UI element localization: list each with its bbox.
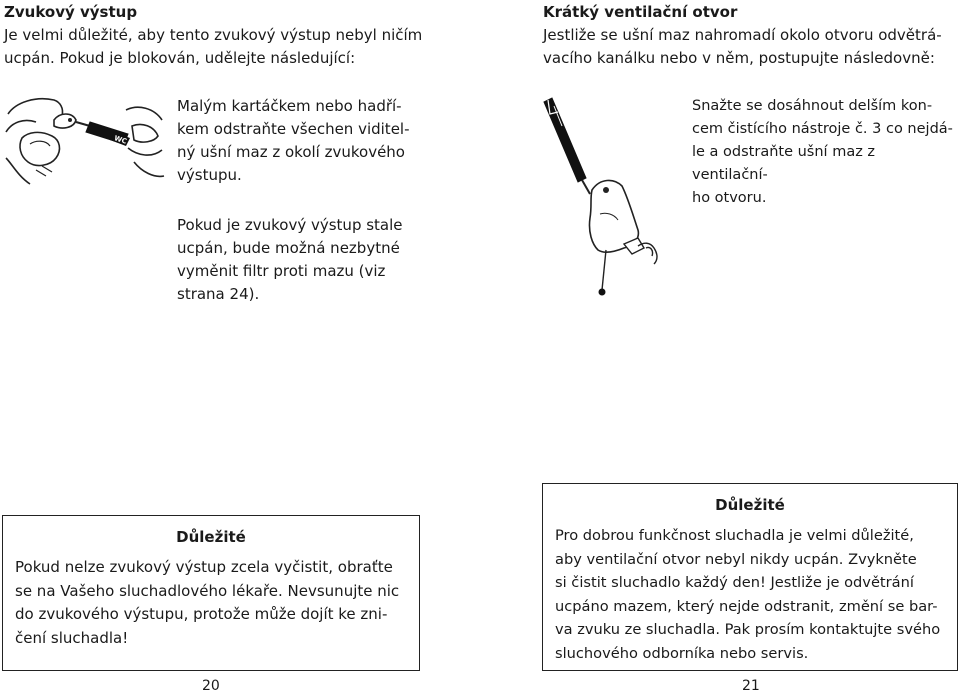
left-notice-line: čení sluchadla! xyxy=(15,628,129,647)
left-notice-line: do zvukového výstupu, protože může dojít ke zni- xyxy=(15,605,388,623)
vent-cleaning-illustration xyxy=(540,94,670,300)
left-important-notice xyxy=(2,515,420,671)
right-notice-line: Pro dobrou funkčnost sluchadla je velmi důležité, xyxy=(555,527,914,544)
right-notice-title: Důležité xyxy=(715,496,785,514)
left-notice-body xyxy=(15,556,407,650)
left-notice-title: Důležité xyxy=(176,528,246,546)
brush-cleaning-illustration xyxy=(2,92,166,192)
right-important-notice xyxy=(542,483,958,671)
brush-label: WC xyxy=(113,134,128,146)
right-notice-line: sluchového odborníka nebo servis. xyxy=(555,644,809,662)
right-step1-line: le a odstraňte ušní maz z ventilační- xyxy=(692,144,876,183)
left-step2-line: vyměnit filtr proti mazu (viz xyxy=(177,262,386,280)
left-intro-line: ucpán. Pokud je blokován, udělejte následující: xyxy=(4,49,356,67)
left-step1-line: Malým kartáčkem nebo hadří- xyxy=(177,97,402,115)
left-intro-line: Je velmi důležité, aby tento zvukový výstup nebyl ničím xyxy=(4,26,423,44)
right-notice-body xyxy=(555,524,945,665)
right-step1-line: Snažte se dosáhnout delším kon- xyxy=(692,98,933,114)
right-step1 xyxy=(692,95,954,210)
page-number-right: 21 xyxy=(742,678,760,694)
right-heading: Krátký ventilační otvor xyxy=(543,3,738,21)
left-step2-line: ucpán, bude možná nezbytné xyxy=(177,239,400,257)
right-intro-line: vacího kanálku nebo v něm, postupujte následovně: xyxy=(543,49,935,67)
right-intro-line: Jestliže se ušní maz nahromadí okolo otvoru odvětrá- xyxy=(543,26,942,44)
left-step1-line: ný ušní maz z okolí zvukového xyxy=(177,143,405,161)
right-step1-line: ho otvoru. xyxy=(692,190,767,206)
left-notice-line: Pokud nelze zvukový výstup zcela vyčistit, obraťte xyxy=(15,558,393,576)
right-notice-line: si čistit sluchadlo každý den! Jestliže je odvětrání xyxy=(555,574,914,591)
left-heading: Zvukový výstup xyxy=(4,3,138,21)
left-step2 xyxy=(177,214,417,306)
right-notice-line: va zvuku ze sluchadla. Pak prosím kontaktujte svého xyxy=(555,621,941,638)
right-intro xyxy=(543,24,942,70)
left-notice-line: se na Vašeho sluchadlového lékaře. Nevsunujte nic xyxy=(15,581,400,600)
left-intro xyxy=(4,24,422,70)
left-step1 xyxy=(177,95,417,187)
left-step1-line: výstupu. xyxy=(177,166,242,184)
right-notice-line: ucpáno mazem, který nejde odstranit, změní se bar- xyxy=(555,597,938,615)
left-step2-line: strana 24). xyxy=(177,285,260,303)
page-number-left: 20 xyxy=(202,678,220,694)
left-step2-line: Pokud je zvukový výstup stale xyxy=(177,216,403,234)
left-step1-line: kem odstraňte všechen viditel- xyxy=(177,120,410,138)
right-step1-line: cem čistícího nástroje č. 3 co nejdá- xyxy=(692,121,953,137)
right-notice-line: aby ventilační otvor nebyl nikdy ucpán. Zvykněte xyxy=(555,550,917,568)
